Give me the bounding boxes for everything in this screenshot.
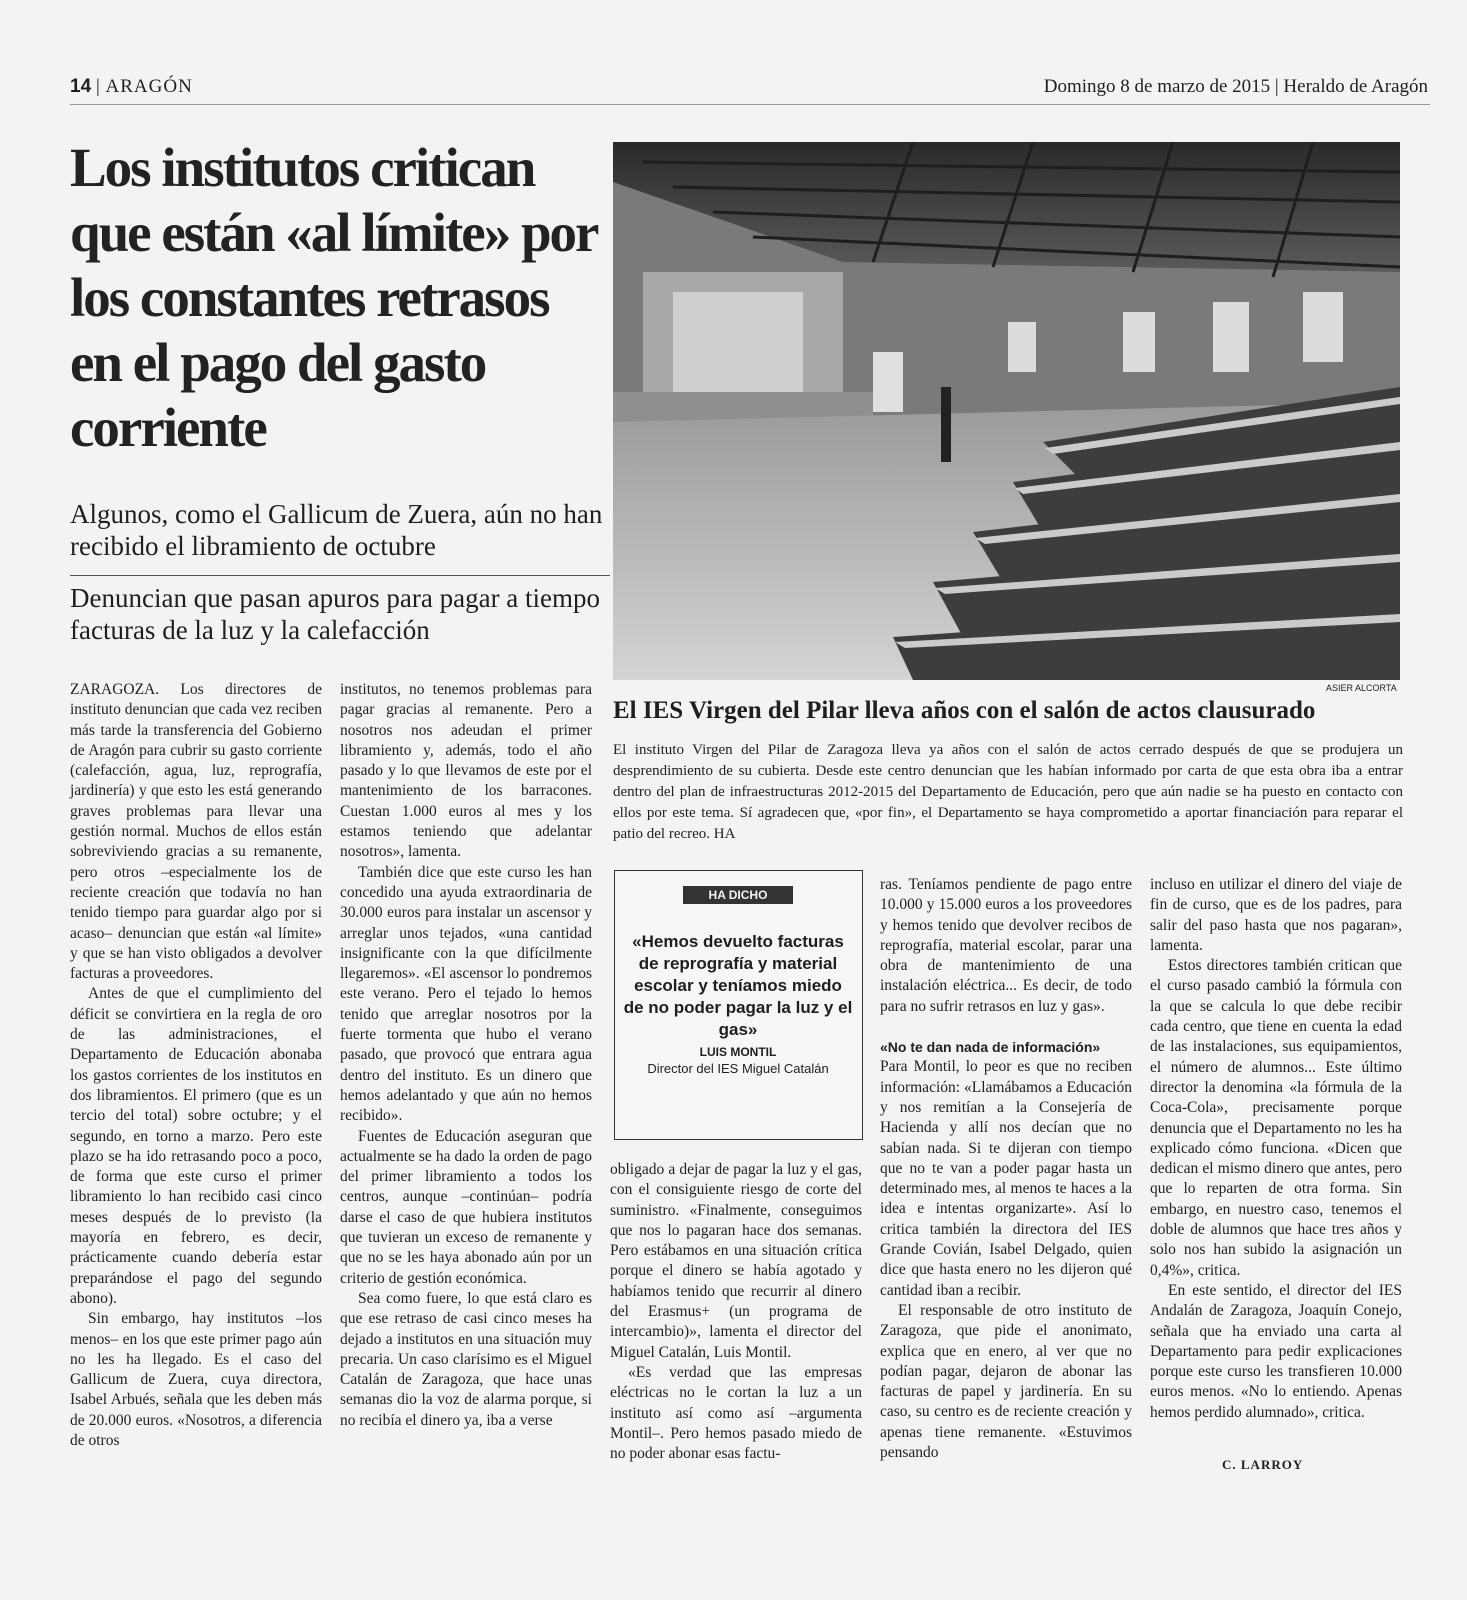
article-column-2 xyxy=(340,680,592,1431)
photo-credit: ASIER ALCORTA xyxy=(1326,683,1397,693)
photo-caption: El instituto Virgen del Pilar de Zaragoza lleva ya años con el salón de actos cerrado después de que se produjera un desprendimiento de su cubierta. Desde este centro denuncian que les habían informado por carta de que esta obra iba a entrar dentro del plan de infraestructuras 2012-2015 del Departamento de Educación, pero que aún nadie se ha puesto en contacto con ellos por este tema. Sí agradecen que, «por fin», el Departamento se haya comprometido a aportar financiación para reparar el patio del recreo. HA xyxy=(613,742,1403,842)
article-column-5 xyxy=(1150,875,1402,1423)
paragraph: En este sentido, el director del IES Andalán de Zaragoza, Joaquín Conejo, señala que ha enviado una carta al Departamento para pedir explicaciones porque este curso les transfieren 10.000 euros menos. «No lo entiendo. Apenas hemos perdido alumnado», critica. xyxy=(1150,1281,1402,1421)
quote-badge: HA DICHO xyxy=(683,886,793,904)
pull-quote: «Hemos devuelto facturas de reprografía y material escolar y teníamos miedo de no poder pagar la luz y el gas» xyxy=(623,932,853,1039)
headline: Los institutos critican que están «al límite» por los constantes retrasos en el pago del gasto corriente xyxy=(70,137,597,458)
divider xyxy=(70,575,610,576)
paragraph: obligado a dejar de pagar la luz y el gas, con el consiguiente riesgo de corte del suministro. «Finalmente, conseguimos que nos lo pagaran hace dos semanas. Pero estábamos en una situación crítica porque el dinero se había agotado y habíamos tenido que recurrir al dinero del Erasmus+ (un programa de intercambio)», lamenta el director del Miguel Catalán, Luis Montil. xyxy=(610,1161,862,1361)
paragraph: ZARAGOZA. Los directores de instituto denuncian que cada vez reciben más tarde la transferencia del Gobierno de Aragón para cubrir su gasto corriente (calefacción, agua, luz, reprografía, jardinería) y que esto les está generando graves problemas para llevar una gestión normal. Muchos de ellos están sobreviviendo gracias a su remanente, pero otros –especialmente los de reciente creación que todavía no han tenido tiempo para guardar algo por si acaso– denuncian que están «al límite» y que se han visto obligados a devolver facturas a proveedores. xyxy=(70,681,322,983)
photo-caption-title: El IES Virgen del Pilar lleva años con el salón de actos clausurado xyxy=(613,697,1316,724)
quote-author: LUIS MONTIL xyxy=(699,1045,777,1059)
article-column-1 xyxy=(70,680,322,1451)
quote-box xyxy=(614,870,863,1140)
article-column-4 xyxy=(880,875,1132,1463)
page-header xyxy=(70,74,1430,105)
paragraph: «Es verdad que las empresas eléctricas no le cortan la luz a un instituto así como así –argumenta Montil–. Pero hemos pasado miedo de no poder abonar esas factu- xyxy=(610,1363,862,1463)
paragraph: ras. Teníamos pendiente de pago entre 10.000 y 15.000 euros a los proveedores y hemos tenido que devolver recibos de reprografía, material escolar, parar una obra de mantenimiento de una instalación eléctrica... Es decir, de todo para no sufrir retrasos en luz y gas». xyxy=(880,876,1132,1015)
paragraph: Sea como fuere, lo que está claro es que ese retraso de casi cinco meses ha dejado a institutos en una situación muy precaria. Un caso clarísimo es el Miguel Catalán de Zaragoza, que hace unas semanas dio la voz de alarma porque, si no recibía el dinero ya, iba a verse xyxy=(340,1289,592,1429)
paragraph: Antes de que el cumplimiento del déficit se convirtiera en la regla de oro de las administraciones, el Departamento de Educación abonaba los gastos corrientes de los institutos en dos libramientos. El primero (que es un tercio del total) sobre octubre; y el segundo, en torno a marzo. Pero este plazo se ha ido retrasando poco a poco, de forma que este curso el primer libramiento lo han recibido casi cinco meses después de lo previsto (la mayoría en febrero, es decir, prácticamente cuando debería estar preparándose el pago del segundo abono). xyxy=(70,985,322,1307)
subheadline-primary: Algunos, como el Gallicum de Zuera, aún no han recibido el libramiento de octubre xyxy=(70,499,603,561)
paragraph: incluso en utilizar el dinero del viaje de fin de curso, que es de los padres, para salir del paso hasta que nos pagaran», lamenta. xyxy=(1150,876,1402,954)
page-number: 14 xyxy=(70,76,92,97)
subheadline-secondary: Denuncian que pasan apuros para pagar a tiempo facturas de la luz y la calefacción xyxy=(70,583,601,645)
paragraph: Estos directores también critican que el curso pasado cambió la fórmula con la que se calcula lo que debe recibir cada centro, que tiene en cuenta la edad de las instalaciones, sus equipamientos, el número de alumnos... Este último director la denomina «la fórmula de la Coca-Cola», precisamente porque denuncia que el Departamento no les ha explicado cómo funciona. «Dicen que dedican el mismo dinero que antes, pero que lo reparten de otra forma. Sin embargo, en nuestro caso, tenemos el doble de alumnos que hace tres años y solo nos han subido la asignación un 0,4%», critica. xyxy=(1150,957,1402,1279)
paragraph: Fuentes de Educación aseguran que actualmente se ha dado la orden de pago del primer libramiento a todos los centros, aunque –continúan– podría darse el caso de que hubiera institutos que tuvieran un exceso de remanente y que no se les haya abonado aún por un criterio de gestión económica. xyxy=(340,1127,592,1287)
auditorium-illustration xyxy=(613,142,1400,680)
byline: C. LARROY xyxy=(1222,1457,1304,1472)
article-column-3 xyxy=(610,1160,862,1464)
paragraph: Sin embargo, hay institutos –los menos– en los que este primer pago aún no les ha llegado. Es el caso del Gallicum de Zuera, cuya directora, Isabel Arbués, señala que les deben más de 20.000 euros. «Nosotros, a diferencia de otros xyxy=(70,1310,322,1449)
section-name: | ARAGÓN xyxy=(96,76,193,97)
paragraph: También dice que este curso les han concedido una ayuda extraordinaria de 30.000 euros para instalar un ascensor y arreglar unos tejados, «una cantidad insignificante con la que difícilmente llegaremos». «El ascensor lo pondremos este verano. Pero el tejado lo hemos tenido que arreglar nosotros por la fuerte tormenta que hubo el verano pasado, que provocó que entrara agua dentro del instituto. Es un dinero que hemos adelantado y que aún no hemos recibido». xyxy=(340,863,592,1125)
paragraph: Para Montil, lo peor es que no reciben información: «Llamábamos a Educación y nos remitían a la Consejería de Hacienda y allí nos decían que no sabían nada. Si te dijeran con tiempo que no te van a poder pagar hasta un determinado mes, al menos te haces a la idea e intentas organizarte». Así lo critica también la directora del IES Grande Covián, Isabel Delgado, quien dice que hasta enero no les dijeron qué cantidad iban a recibir. xyxy=(880,1058,1132,1299)
inline-subheading: «No te dan nada de información» xyxy=(880,1039,1101,1056)
quote-author-role: Director del IES Miguel Catalán xyxy=(647,1061,829,1076)
paragraph: institutos, no tenemos problemas para pagar gracias al remanente. Pero a nosotros nos adeudan el primer libramiento y, además, todo el año pasado y lo que llevamos de este por el mantenimiento de los barracones. Cuestan 1.000 euros al mes y los estamos teniendo que adelantar nosotros», lamenta. xyxy=(340,681,592,861)
publication-date: Domingo 8 de marzo de 2015 | Heraldo de Aragón xyxy=(1043,76,1428,97)
auditorium-photo xyxy=(613,142,1400,680)
paragraph: El responsable de otro instituto de Zaragoza, que pide el anonimato, explica que en enero, al ver que no podían pagar, dejaron de abonar las facturas de papel y jardinería. En su caso, su centro es de reciente creación y apenas tiene remanente. «Estuvimos pensando xyxy=(880,1301,1132,1462)
